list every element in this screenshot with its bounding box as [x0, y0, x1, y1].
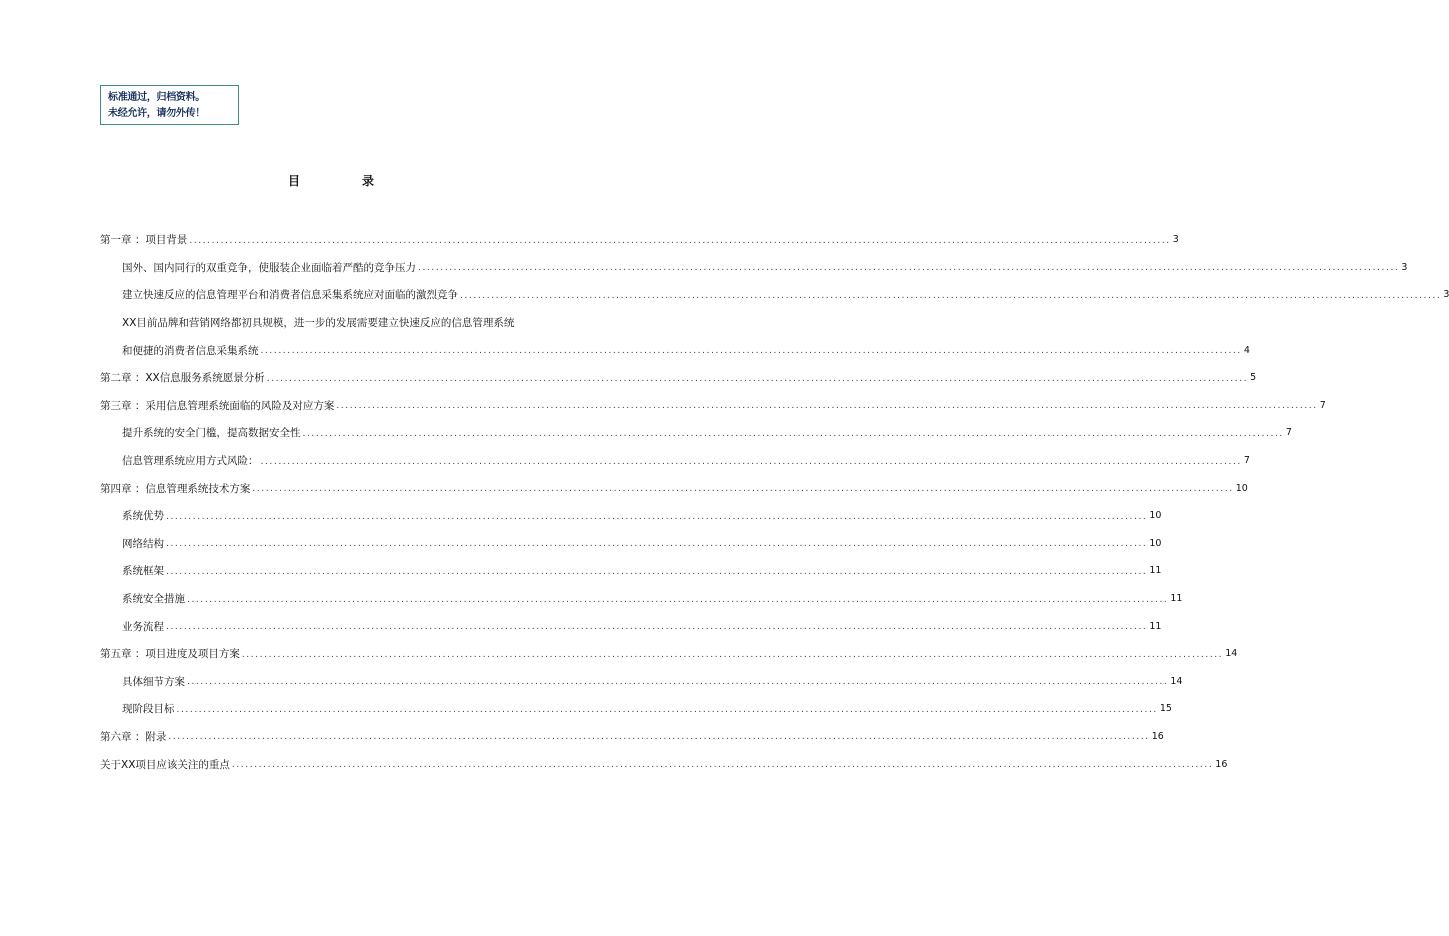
toc-dot-leader: ............................................................................................................................................................................................................................ [460, 290, 1442, 301]
toc-page-number: 10 [1235, 482, 1248, 494]
toc-page-number: 16 [1215, 758, 1228, 770]
toc-title-part-2: 录 [362, 174, 375, 188]
toc-entry-label: XX目前品牌和营销网络都初具规模，进一步的发展需要建立快速反应的信息管理系统 [122, 317, 515, 330]
toc-entry-label: 具体细节方案 [122, 675, 185, 688]
toc-entry-label: 现阶段目标 [122, 703, 175, 716]
toc-entry-label: 关于XX项目应该关注的重点 [100, 758, 230, 771]
toc-page-number: 4 [1243, 344, 1250, 356]
toc-page-number: 11 [1149, 620, 1162, 632]
toc-entry[interactable] [100, 309, 560, 337]
toc-entry[interactable] [100, 254, 1408, 282]
toc-dot-leader: ............................................................................................................................................................................................................................ [189, 235, 1171, 246]
toc-entry[interactable] [100, 695, 1172, 723]
toc-page-number: 7 [1243, 455, 1250, 467]
toc-entry[interactable] [100, 557, 1162, 585]
toc-entry[interactable] [100, 474, 1248, 502]
toc-dot-leader: ............................................................................................................................................................................................................................ [302, 428, 1284, 439]
toc-dot-leader: ............................................................................................................................................................................................................................ [187, 677, 1169, 688]
toc-entry[interactable] [100, 392, 1326, 420]
toc-page-number: 3 [1401, 261, 1408, 273]
toc-dot-leader: ............................................................................................................................................................................................................................ [266, 373, 1249, 384]
toc-entry-label: 提升系统的安全门槛，提高数据安全性 [122, 427, 301, 440]
toc-entry[interactable] [100, 530, 1162, 558]
toc-page-number: 10 [1149, 537, 1162, 549]
toc-entry-label: 系统框架 [122, 565, 164, 578]
toc-entry[interactable] [100, 281, 1449, 309]
toc-page-number: 14 [1170, 675, 1183, 687]
toc-entry-label: 系统安全措施 [122, 593, 185, 606]
toc-dot-leader: ............................................................................................................................................................................................................................ [418, 263, 1400, 274]
toc-entry-label: 国外、国内同行的双重竞争，使服装企业面临着严酷的竞争压力 [122, 261, 416, 274]
toc-page-number: 15 [1159, 703, 1172, 715]
toc-dot-leader: ............................................................................................................................................................................................................................ [166, 566, 1148, 577]
toc-entry[interactable] [100, 585, 1183, 613]
toc-page-number: 3 [1172, 234, 1179, 246]
toc-entry-label: 第三章 ：采用信息管理系统面临的风险及对应方案 [100, 399, 335, 412]
toc-dot-leader: ............................................................................................................................................................................................................................ [168, 732, 1150, 743]
toc-entry-label: 第五章 ：项目进度及项目方案 [100, 648, 240, 661]
toc-dot-leader: ............................................................................................................................................................................................................................ [176, 704, 1158, 715]
toc-title-part-1: 目 [287, 174, 300, 188]
toc-page-number: 14 [1225, 648, 1238, 660]
toc-page-number: 7 [1319, 399, 1326, 411]
toc-dot-leader: ............................................................................................................................................................................................................................ [166, 622, 1148, 633]
toc-dot-leader: ............................................................................................................................................................................................................................ [260, 456, 1242, 467]
toc-page-number: 11 [1170, 593, 1183, 605]
toc-entry-label: 第一章 ：项目背景 [100, 234, 188, 247]
toc-page-number: 11 [1149, 565, 1162, 577]
notice-line-2: 未经允许，请勿外传！ [108, 108, 205, 119]
toc-entry[interactable] [100, 336, 1250, 364]
toc-page-number: 3 [1443, 289, 1449, 301]
toc-entry[interactable] [100, 750, 1228, 778]
toc-entry-label: 信息管理系统应用方式风险： [122, 455, 259, 468]
toc-entry-label: 和便捷的消费者信息采集系统 [122, 344, 259, 357]
toc-title [0, 172, 662, 189]
toc-entry[interactable] [100, 640, 1238, 668]
toc-entry-label: 第六章 ：附录 [100, 730, 167, 743]
toc-entry[interactable] [100, 502, 1162, 530]
toc-entry-label: 网络结构 [122, 537, 164, 550]
toc-entry[interactable] [100, 419, 1292, 447]
toc-dot-leader: ............................................................................................................................................................................................................................ [252, 484, 1234, 495]
toc-page-number: 10 [1149, 510, 1162, 522]
toc-entry[interactable] [100, 364, 1257, 392]
notice-line-1: 标准通过，归档资料。 [108, 92, 205, 103]
toc-entry[interactable] [100, 723, 1164, 751]
confidential-notice-box [100, 85, 239, 125]
toc-entry-label: 第二章 ：XX信息服务系统愿景分析 [100, 372, 265, 385]
table-of-contents [100, 226, 1449, 778]
toc-dot-leader: ............................................................................................................................................................................................................................ [166, 539, 1148, 550]
toc-entry-label: 业务流程 [122, 620, 164, 633]
toc-dot-leader: ............................................................................................................................................................................................................................ [166, 511, 1148, 522]
toc-dot-leader: ............................................................................................................................................................................................................................ [231, 760, 1214, 771]
toc-entry[interactable] [100, 668, 1183, 696]
toc-dot-leader: ............................................................................................................................................................................................................................ [241, 649, 1224, 660]
toc-dot-leader: ............................................................................................................................................................................................................................ [187, 594, 1169, 605]
toc-entry-label: 建立快速反应的信息管理平台和消费者信息采集系统应对面临的激烈竞争 [122, 289, 458, 302]
toc-entry[interactable] [100, 226, 1179, 254]
toc-entry[interactable] [100, 447, 1250, 475]
toc-entry[interactable] [100, 612, 1162, 640]
toc-entry-label: 系统优势 [122, 510, 164, 523]
toc-dot-leader: ............................................................................................................................................................................................................................ [336, 401, 1318, 412]
toc-entry-label: 第四章 ：信息管理系统技术方案 [100, 482, 251, 495]
toc-page-number: 7 [1285, 427, 1292, 439]
toc-page-number: 5 [1250, 372, 1257, 384]
toc-dot-leader: ............................................................................................................................................................................................................................ [260, 346, 1242, 357]
toc-page-number: 16 [1151, 730, 1164, 742]
